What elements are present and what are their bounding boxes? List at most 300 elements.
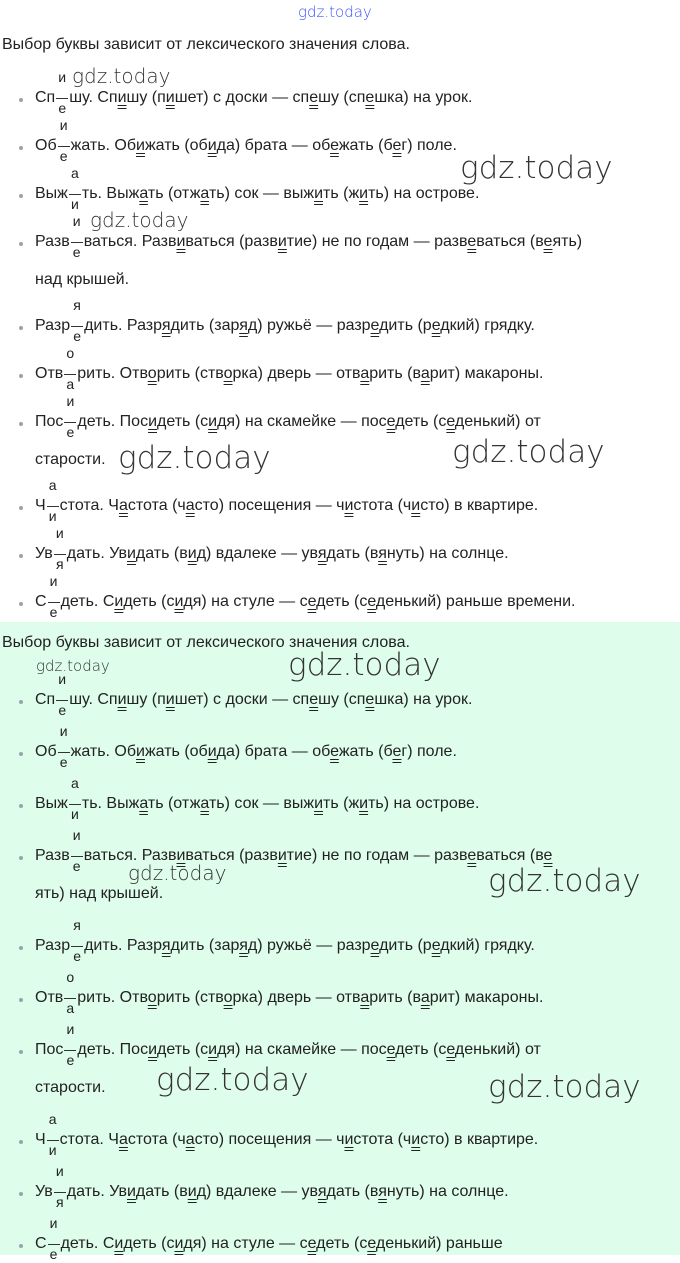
- text-part: С: [98, 1235, 115, 1252]
- letter-option-bottom: е: [59, 148, 68, 164]
- text-part: рить (ств: [156, 365, 224, 382]
- bullet-icon: [19, 98, 23, 102]
- item-text: [35, 393, 541, 440]
- text-part: д) вдалеке — ув: [196, 545, 318, 562]
- word-prefix: Отв: [35, 365, 64, 382]
- text-part: денький) раньше времени.: [375, 593, 576, 610]
- underlined-letter: о: [147, 989, 157, 1006]
- text-part: Ч: [103, 1131, 119, 1148]
- text-part: ять): [552, 233, 583, 250]
- letter-option-bottom: е: [58, 702, 67, 718]
- letter-choice: [55, 671, 69, 718]
- text-part: Разв: [137, 233, 177, 250]
- text-part: деть (с: [157, 413, 209, 430]
- answer-section-1: [0, 0, 680, 622]
- letter-option-top: о: [66, 969, 75, 985]
- word-prefix: С: [35, 1235, 47, 1252]
- bullet-icon: [19, 946, 23, 950]
- text-part: денький) от: [454, 413, 541, 430]
- text-part: рить (в: [369, 989, 421, 1006]
- item-text: [35, 165, 480, 212]
- underlined-letter: о: [147, 365, 157, 382]
- word-prefix: Ч: [35, 497, 46, 514]
- word-prefix: Ув: [35, 1183, 53, 1200]
- watermark: gdz.today: [488, 1069, 641, 1105]
- bullet-icon: [19, 1244, 23, 1248]
- letter-option-top: и: [55, 525, 64, 541]
- word-suffix: рить.: [77, 989, 116, 1006]
- word-suffix: ть.: [81, 185, 102, 202]
- text-part: ваться (разв: [185, 233, 278, 250]
- word-suffix: деть.: [77, 413, 116, 430]
- underlined-letter: а: [360, 989, 370, 1006]
- watermark: gdz.today: [156, 1062, 309, 1098]
- underlined-letter: и: [359, 185, 369, 202]
- text-part: дать (в: [326, 1183, 379, 1200]
- underlined-letter: и: [187, 1183, 197, 1200]
- underlined-letter: е: [467, 847, 477, 864]
- text-part: д) ружьё — разр: [247, 937, 371, 954]
- text-part: дить (р: [379, 317, 432, 334]
- word-suffix: жать.: [70, 743, 110, 760]
- underlined-letter: о: [223, 365, 233, 382]
- item-text: [35, 917, 535, 964]
- bullet-icon: [19, 506, 23, 510]
- word-suffix: жать.: [70, 137, 110, 154]
- bullet-icon: [19, 998, 23, 1002]
- item-text-continuation: над крышей.: [35, 271, 130, 288]
- bullet-icon: [19, 326, 23, 330]
- underlined-letter: е: [446, 413, 455, 430]
- letter-option-bottom: и: [70, 806, 79, 822]
- text-part: шка) на урок.: [374, 691, 473, 708]
- text-part: стота (ч: [353, 497, 412, 514]
- word-suffix: деть.: [77, 1041, 116, 1058]
- letter-choice: [47, 1215, 61, 1262]
- word-suffix: рить.: [77, 365, 116, 382]
- underlined-letter: е: [467, 233, 477, 250]
- underlined-letter: е: [386, 413, 396, 430]
- word-suffix: ваться.: [83, 233, 138, 250]
- bullet-icon: [19, 374, 23, 378]
- underlined-letter: е: [431, 937, 441, 954]
- word-prefix: Пос: [35, 1041, 64, 1058]
- watermark: gdz.today: [460, 150, 613, 186]
- letter-option-top: и: [49, 1215, 58, 1231]
- underlined-letter: и: [126, 545, 136, 562]
- letter-choice: [70, 917, 84, 964]
- word-prefix: Об: [35, 137, 57, 154]
- text-part: рит) макароны.: [429, 365, 544, 382]
- text-part: Ч: [103, 497, 119, 514]
- letter-option-bottom: а: [66, 376, 75, 392]
- item-text-continuation: старости.: [35, 1079, 106, 1096]
- underlined-letter: и: [277, 847, 287, 864]
- underlined-letter: и: [165, 691, 175, 708]
- text-part: жать (об: [144, 137, 208, 154]
- underlined-letter: и: [344, 497, 354, 514]
- letter-choice: [57, 117, 71, 164]
- underlined-letter: а: [420, 365, 430, 382]
- text-part: рить (в: [369, 365, 421, 382]
- letter-choice: [63, 1021, 77, 1068]
- underlined-letter: а: [185, 497, 195, 514]
- underlined-letter: е: [309, 691, 319, 708]
- underlined-letter: и: [174, 1235, 184, 1252]
- text-part: шу (п: [126, 691, 166, 708]
- bullet-icon: [19, 422, 23, 426]
- letter-choice: [68, 775, 82, 822]
- section-heading: Выбор буквы зависит от лексического значения слова.: [2, 634, 410, 651]
- text-part: шет) с доски — сп: [174, 89, 310, 106]
- letter-option-bottom: а: [66, 1000, 75, 1016]
- watermark: gdz.today: [288, 647, 441, 683]
- item-text-continuation: старости.: [35, 451, 106, 468]
- text-part: деть (с: [395, 1041, 447, 1058]
- underlined-letter: а: [420, 989, 430, 1006]
- letter-option-top: и: [66, 393, 75, 409]
- text-part: стота (ч: [127, 1131, 186, 1148]
- text-part: Отв: [115, 365, 148, 382]
- text-part: ть) на острове.: [368, 185, 480, 202]
- underlined-letter: е: [307, 593, 317, 610]
- text-part: деть (с: [316, 1235, 368, 1252]
- underlined-letter: я: [161, 317, 171, 334]
- text-part: Об: [109, 743, 137, 760]
- watermark: gdz.today: [118, 440, 271, 476]
- word-suffix: шу.: [69, 89, 93, 106]
- text-part: дать (в: [135, 1183, 188, 1200]
- underlined-letter: е: [446, 1041, 455, 1058]
- letter-option-bottom: е: [49, 1246, 58, 1262]
- item-text: [35, 1111, 539, 1158]
- bullet-icon: [19, 146, 23, 150]
- word-suffix: дить.: [84, 317, 123, 334]
- letter-option-top: и: [72, 827, 81, 843]
- letter-choice: [70, 213, 84, 260]
- text-part: дить (р: [379, 937, 432, 954]
- text-part: дать (в: [135, 545, 188, 562]
- letter-option-bottom: и: [70, 196, 79, 212]
- underlined-letter: и: [117, 89, 127, 106]
- word-suffix: шу.: [69, 691, 93, 708]
- underlined-letter: е: [386, 1041, 396, 1058]
- underlined-letter: е: [370, 317, 380, 334]
- underlined-letter: е: [370, 937, 380, 954]
- text-part: ть) сок — выж: [208, 795, 315, 812]
- underlined-letter: е: [543, 233, 553, 250]
- watermark: gdz.today: [452, 434, 605, 470]
- text-part: жать (б: [338, 743, 393, 760]
- letter-choice: [63, 345, 77, 392]
- text-part: Ув: [104, 545, 127, 562]
- text-part: шу (сп: [318, 691, 366, 708]
- word-suffix: дить.: [84, 937, 123, 954]
- text-part: шу (сп: [318, 89, 366, 106]
- text-part: деть (с: [123, 593, 175, 610]
- underlined-letter: а: [185, 1131, 195, 1148]
- underlined-letter: я: [239, 317, 248, 334]
- item-text: [35, 671, 473, 718]
- bullet-icon: [19, 1050, 23, 1054]
- letter-option-top: и: [59, 117, 68, 133]
- underlined-letter: а: [139, 795, 148, 812]
- text-part: денький) раньше: [375, 1235, 503, 1252]
- text-part: шет) с доски — сп: [174, 691, 310, 708]
- underlined-letter: и: [126, 1183, 136, 1200]
- text-part: дя) на скамейке — пос: [217, 413, 387, 430]
- underlined-letter: а: [360, 365, 370, 382]
- text-part: Выж: [101, 185, 140, 202]
- underlined-letter: и: [148, 1041, 157, 1058]
- letter-choice: [55, 69, 69, 116]
- underlined-letter: и: [411, 497, 421, 514]
- word-prefix: Разв: [35, 847, 70, 864]
- text-part: дкий) грядку.: [440, 317, 535, 334]
- letter-choice: [53, 1163, 67, 1210]
- underlined-letter: я: [239, 937, 248, 954]
- bullet-icon: [19, 804, 23, 808]
- item-text: [35, 573, 576, 620]
- item-text: [35, 723, 457, 770]
- text-part: тие) не по годам — разв: [286, 847, 468, 864]
- text-part: ть (отж: [147, 185, 201, 202]
- text-part: С: [98, 593, 115, 610]
- letter-option-top: я: [73, 917, 81, 933]
- underlined-letter: и: [176, 847, 186, 864]
- letter-option-bottom: и: [48, 1142, 57, 1158]
- watermark: gdz.today: [90, 208, 189, 232]
- word-suffix: дать.: [66, 545, 105, 562]
- letter-choice: [63, 393, 77, 440]
- underlined-letter: и: [136, 743, 145, 760]
- underlined-letter: а: [200, 185, 209, 202]
- word-suffix: ть.: [81, 795, 102, 812]
- word-suffix: ваться.: [83, 847, 138, 864]
- text-part: ваться (в: [476, 233, 544, 250]
- word-suffix: стота.: [59, 1131, 104, 1148]
- text-part: Сп: [92, 89, 118, 106]
- answer-section-2: [0, 622, 680, 1262]
- letter-option-bottom: е: [73, 328, 81, 344]
- letter-choice: [70, 827, 84, 874]
- word-prefix: С: [35, 593, 47, 610]
- letter-option-bottom: я: [55, 1194, 64, 1210]
- item-text: [35, 477, 539, 524]
- letter-option-top: а: [48, 1111, 57, 1127]
- underlined-letter: е: [330, 743, 339, 760]
- bullet-icon: [19, 554, 23, 558]
- text-part: нуть) на солнце.: [386, 1183, 509, 1200]
- text-part: шка) на урок.: [374, 89, 473, 106]
- underlined-letter: е: [309, 89, 319, 106]
- word-prefix: Выж: [35, 185, 68, 202]
- letter-choice: [46, 477, 60, 524]
- letter-choice: [46, 1111, 60, 1158]
- bullet-icon: [19, 1140, 23, 1144]
- text-part: Отв: [115, 989, 148, 1006]
- word-prefix: Разр: [35, 937, 71, 954]
- underlined-letter: а: [118, 497, 128, 514]
- text-part: Сп: [92, 691, 118, 708]
- letter-option-bottom: е: [49, 604, 58, 620]
- underlined-letter: е: [330, 137, 339, 154]
- text-part: г) поле.: [401, 743, 457, 760]
- letter-option-bottom: я: [55, 556, 64, 572]
- letter-choice: [57, 723, 71, 770]
- underlined-letter: и: [176, 233, 186, 250]
- text-part: дя) на скамейке — пос: [217, 1041, 387, 1058]
- underlined-letter: е: [365, 691, 375, 708]
- text-part: денький) от: [454, 1041, 541, 1058]
- letter-choice: [70, 297, 84, 344]
- text-part: д) вдалеке — ув: [196, 1183, 318, 1200]
- text-part: рить (ств: [156, 989, 224, 1006]
- underlined-letter: а: [139, 185, 148, 202]
- text-part: нуть) на солнце.: [386, 545, 509, 562]
- watermark: gdz.today: [298, 3, 372, 21]
- underlined-letter: и: [277, 233, 287, 250]
- text-part: деть (с: [123, 1235, 175, 1252]
- item-text: [35, 1215, 503, 1262]
- text-part: ть (ж: [323, 795, 360, 812]
- word-prefix: Отв: [35, 989, 64, 1006]
- letter-option-bottom: е: [72, 244, 81, 260]
- item-text: [35, 1021, 541, 1068]
- letter-option-bottom: е: [66, 424, 75, 440]
- text-part: дя) на стуле — с: [183, 1235, 308, 1252]
- word-prefix: Ч: [35, 1131, 46, 1148]
- letter-option-top: а: [70, 165, 79, 181]
- text-part: Пос: [115, 1041, 149, 1058]
- underlined-letter: и: [174, 593, 184, 610]
- underlined-letter: я: [317, 545, 327, 562]
- underlined-letter: и: [148, 413, 157, 430]
- underlined-letter: и: [207, 137, 217, 154]
- underlined-letter: и: [314, 185, 323, 202]
- text-part: Пос: [115, 413, 149, 430]
- letter-choice: [47, 573, 61, 620]
- underlined-letter: и: [114, 593, 124, 610]
- underlined-letter: е: [367, 1235, 376, 1252]
- bullet-icon: [19, 194, 23, 198]
- watermark: gdz.today: [72, 64, 171, 88]
- text-part: деть (с: [157, 1041, 209, 1058]
- text-part: г) поле.: [401, 137, 457, 154]
- underlined-letter: е: [307, 1235, 317, 1252]
- text-part: ть (отж: [147, 795, 201, 812]
- text-part: дя) на стуле — с: [183, 593, 308, 610]
- letter-option-bottom: и: [48, 508, 57, 524]
- text-part: сто) посещения — ч: [194, 497, 345, 514]
- underlined-letter: е: [392, 137, 402, 154]
- text-part: дать (в: [326, 545, 379, 562]
- watermark: gdz.today: [488, 863, 641, 899]
- item-text: [35, 1163, 509, 1210]
- text-part: ть) сок — выж: [208, 185, 315, 202]
- text-part: сто) в квартире.: [420, 1131, 539, 1148]
- underlined-letter: е: [392, 743, 402, 760]
- text-part: Разр: [122, 317, 162, 334]
- watermark: gdz.today: [36, 657, 110, 675]
- text-part: сто) в квартире.: [420, 497, 539, 514]
- underlined-letter: и: [165, 89, 175, 106]
- text-part: жать (б: [338, 137, 393, 154]
- underlined-letter: и: [411, 1131, 421, 1148]
- underlined-letter: е: [431, 317, 441, 334]
- item-text: [35, 117, 457, 164]
- letter-option-top: и: [72, 213, 81, 229]
- underlined-letter: и: [136, 137, 145, 154]
- item-text: [35, 775, 480, 822]
- text-part: ть) на острове.: [368, 795, 480, 812]
- underlined-letter: е: [543, 847, 553, 864]
- text-part: шу (п: [126, 89, 166, 106]
- underlined-letter: я: [378, 1183, 387, 1200]
- text-part: Об: [109, 137, 137, 154]
- text-part: тие) не по годам — разв: [286, 233, 468, 250]
- underlined-letter: и: [208, 1041, 218, 1058]
- text-part: Разв: [137, 847, 177, 864]
- word-prefix: Об: [35, 743, 57, 760]
- bullet-icon: [19, 700, 23, 704]
- letter-option-top: и: [49, 573, 58, 589]
- letter-option-top: а: [70, 775, 79, 791]
- underlined-letter: и: [207, 743, 217, 760]
- text-part: ть (ж: [323, 185, 360, 202]
- letter-option-top: и: [59, 723, 68, 739]
- letter-choice: [63, 969, 77, 1016]
- bullet-icon: [19, 602, 23, 606]
- word-suffix: деть.: [60, 1235, 99, 1252]
- text-part: жать (об: [144, 743, 208, 760]
- letter-option-top: и: [55, 1163, 64, 1179]
- item-text-continuation: ять) над крышей.: [35, 885, 164, 902]
- underlined-letter: а: [118, 1131, 128, 1148]
- item-text: [35, 345, 544, 392]
- watermark: gdz.today: [128, 861, 227, 885]
- underlined-letter: о: [223, 989, 233, 1006]
- underlined-letter: я: [317, 1183, 327, 1200]
- word-prefix: Выж: [35, 795, 68, 812]
- underlined-letter: и: [187, 545, 197, 562]
- text-part: да) брата — об: [216, 137, 331, 154]
- text-part: деть (с: [395, 413, 447, 430]
- underlined-letter: и: [117, 691, 127, 708]
- text-part: да) брата — об: [216, 743, 331, 760]
- item-text: [35, 297, 535, 344]
- underlined-letter: и: [208, 413, 218, 430]
- word-suffix: дать.: [66, 1183, 105, 1200]
- letter-option-bottom: е: [58, 100, 67, 116]
- text-part: деть (с: [316, 593, 368, 610]
- word-prefix: Пос: [35, 413, 64, 430]
- letter-option-top: о: [66, 345, 75, 361]
- letter-option-top: и: [66, 1021, 75, 1037]
- item-text: [35, 969, 544, 1016]
- text-part: Выж: [101, 795, 140, 812]
- word-prefix: Сп: [35, 691, 56, 708]
- bullet-icon: [19, 752, 23, 756]
- word-prefix: Разр: [35, 317, 71, 334]
- letter-option-top: я: [73, 297, 81, 313]
- bullet-icon: [19, 856, 23, 860]
- bullet-icon: [19, 1192, 23, 1196]
- underlined-letter: и: [114, 1235, 124, 1252]
- underlined-letter: я: [378, 545, 387, 562]
- section-heading: Выбор буквы зависит от лексического значения слова.: [2, 36, 410, 53]
- letter-option-bottom: е: [66, 1052, 75, 1068]
